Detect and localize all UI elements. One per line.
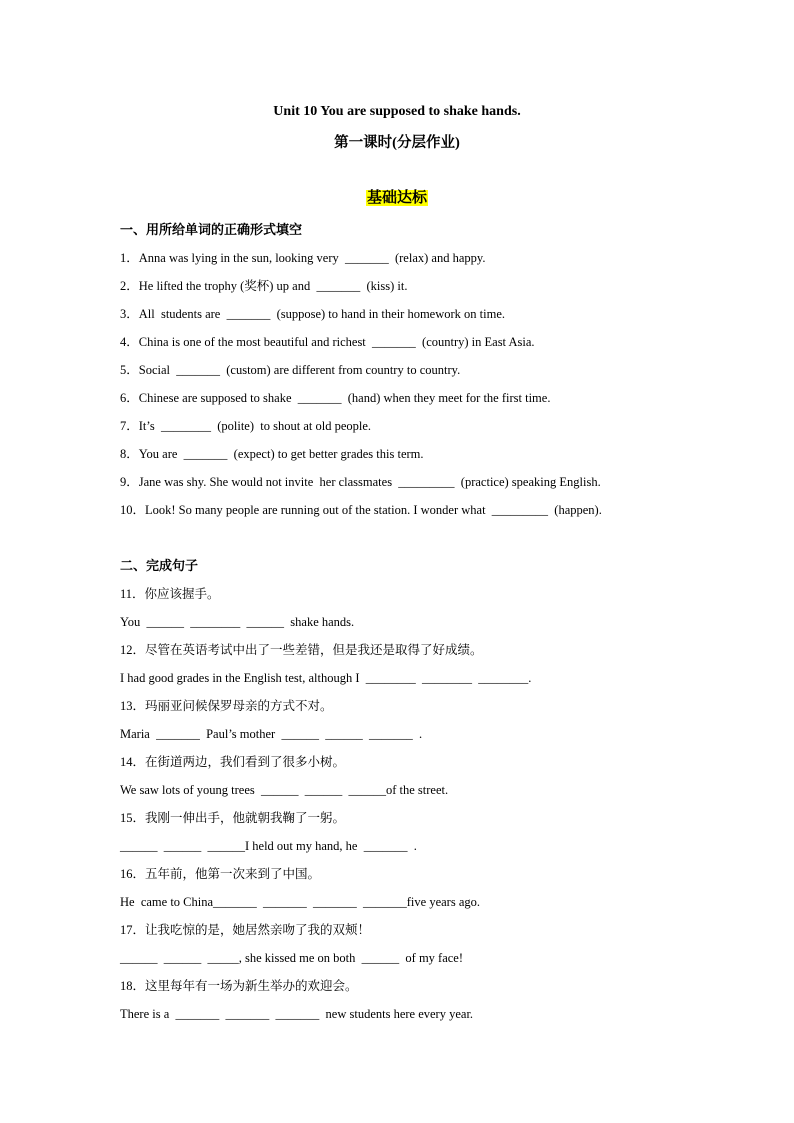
- question-18-chinese: 18．这里每年有一场为新生举办的欢迎会。: [120, 979, 358, 993]
- question-15-chinese: 15．我刚一伸出手，他就朝我鞠了一躬。: [120, 811, 346, 825]
- question-6: 6．Chinese are supposed to shake _______ (hand) when they meet for the first time.: [120, 391, 551, 405]
- section-2-heading: 二、完成句子: [120, 558, 199, 573]
- question-3: 3．All students are _______ (suppose) to hand in their homework on time.: [120, 307, 506, 321]
- section-1-heading: 一、用所给单词的正确形式填空: [120, 222, 303, 237]
- question-10: 10．Look! So many people are running out of the station. I wonder what _________ (happen).: [120, 503, 602, 517]
- question-4: 4．China is one of the most beautiful and richest _______ (country) in East Asia.: [120, 335, 535, 349]
- question-5: 5．Social _______ (custom) are different from country to country.: [120, 363, 461, 377]
- level-badge-text: 基础达标: [366, 190, 427, 206]
- question-14-english: We saw lots of young trees ______ ______ ______of the street.: [120, 783, 449, 797]
- question-15-english: ______ ______ ______I held out my hand, he _______ .: [120, 839, 417, 853]
- question-14-chinese: 14．在街道两边，我们看到了很多小树。: [120, 755, 346, 769]
- question-16-chinese: 16．五年前，他第一次来到了中国。: [120, 867, 321, 881]
- question-13-chinese: 13．玛丽亚问候保罗母亲的方式不对。: [120, 699, 333, 713]
- document-subtitle: 第一课时(分层作业): [334, 135, 460, 151]
- question-16-english: He came to China_______ _______ _______ _______five years ago.: [120, 895, 481, 909]
- level-badge: [0, 186, 794, 207]
- question-17-chinese: 17．让我吃惊的是，她居然亲吻了我的双颊！: [120, 923, 371, 937]
- question-8: 8．You are _______ (expect) to get better grades this term.: [120, 447, 424, 461]
- question-7: 7．It’s ________ (polite) to shout at old people.: [120, 419, 372, 433]
- question-17-english: ______ ______ _____, she kissed me on both ______ of my face!: [120, 951, 464, 965]
- question-9: 9．Jane was shy. She would not invite her classmates _________ (practice) speaking English.: [120, 475, 601, 489]
- question-12-chinese: 12．尽管在英语考试中出了一些差错，但是我还是取得了好成绩。: [120, 643, 483, 657]
- document-title: Unit 10 You are supposed to shake hands.: [273, 104, 521, 119]
- question-18-english: There is a _______ _______ _______ new students here every year.: [120, 1007, 474, 1021]
- exercise-content: [120, 216, 700, 1028]
- question-11-english: You ______ ________ ______ shake hands.: [120, 615, 355, 629]
- question-13-english: Maria _______ Paul’s mother ______ ______ _______ .: [120, 727, 423, 741]
- question-12-english: I had good grades in the English test, although I ________ ________ ________.: [120, 671, 532, 685]
- question-1: 1．Anna was lying in the sun, looking very _______ (relax) and happy.: [120, 251, 486, 265]
- question-11-chinese: 11．你应该握手。: [120, 587, 220, 601]
- question-2: 2．He lifted the trophy (奖杯) up and _______ (kiss) it.: [120, 279, 408, 293]
